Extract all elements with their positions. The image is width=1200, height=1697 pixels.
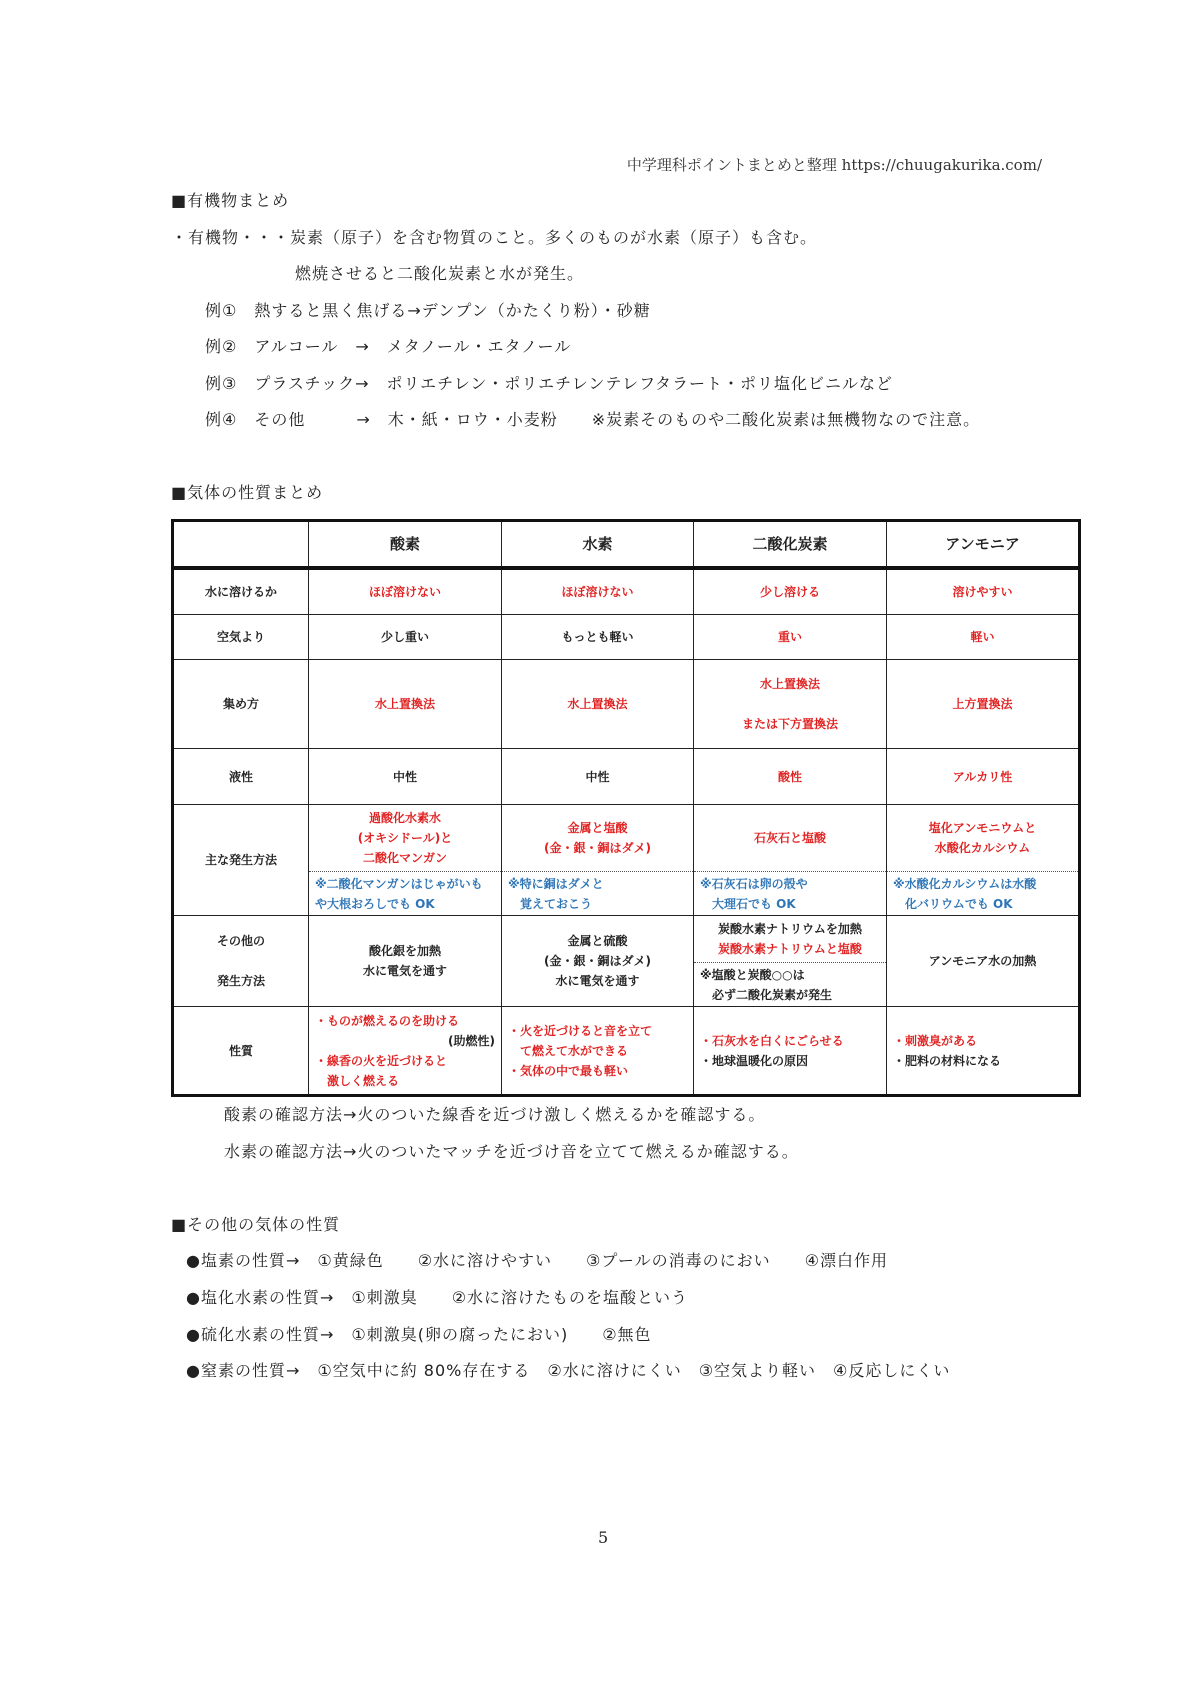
cell: ほぼ溶けない (309, 568, 502, 615)
cell-line: ・ものが燃えるのを助ける (315, 1013, 460, 1028)
example-1: 例① 熱すると黒く焦げる→デンプン（かたくり粉）・砂糖 (205, 301, 651, 320)
cell-line: ・地球温暖化の原因 (700, 1053, 809, 1068)
cell: アルカリ性 (887, 749, 1080, 805)
example-2: 例② アルコール → メタノール・エタノール (205, 337, 572, 356)
table-row (173, 916, 1080, 1007)
cell-line: ・火を近づけると音を立て (508, 1023, 653, 1038)
page-header: 中学理科ポイントまとめと整理 https://chuugakurika.com/ (626, 156, 1042, 174)
cell-line: 酸化銀を加熱 (368, 944, 441, 958)
table-row (173, 660, 1080, 749)
table-row (173, 615, 1080, 660)
cell (502, 805, 694, 916)
page-number: 5 (598, 1528, 609, 1547)
note-line: 大理石でも OK (712, 896, 796, 911)
cell: 水上置換法 (309, 660, 502, 749)
organic-definition: ・有機物・・・炭素（原子）を含む物質のこと。多くのものが水素（原子）も含む。 (171, 228, 818, 247)
row-label-line: 発生方法 (216, 974, 265, 988)
cell: 重い (694, 615, 887, 660)
cell-line: ・肥料の材料になる (893, 1053, 1002, 1068)
row-label: 空気より (173, 615, 309, 660)
table-row (173, 749, 1080, 805)
cell-line: 二酸化マンガン (362, 851, 447, 865)
cell-line: 石灰石と塩酸 (753, 831, 826, 845)
organic-definition-2: 燃焼させると二酸化炭素と水が発生。 (295, 264, 585, 283)
row-label: 水に溶けるか (173, 568, 309, 615)
cell-line: ・気体の中で最も軽い (508, 1063, 629, 1078)
cell-line: 塩化アンモニウムと (928, 821, 1037, 835)
cell-line: 金属と塩酸 (567, 821, 628, 835)
cell-line: 激しく燃える (327, 1073, 400, 1088)
cell (502, 916, 694, 1007)
cell-line: 水に電気を通す (555, 974, 640, 988)
cell (309, 805, 502, 916)
cell-line: (金・銀・銅はダメ) (544, 841, 651, 855)
note-line: ※二酸化マンガンはじゃがいも (315, 876, 483, 891)
column-header: アンモニア (887, 521, 1080, 568)
cell-line: 水に電気を通す (362, 964, 447, 978)
row-label: 主な発生方法 (173, 805, 309, 916)
note-line: ※水酸化カルシウムは水酸 (893, 876, 1037, 891)
cell: 水上置換法 (502, 660, 694, 749)
column-header: 水素 (502, 521, 694, 568)
cell (887, 1007, 1080, 1096)
cell-line: 水酸化カルシウム (934, 841, 1031, 855)
cell-line: ・刺激臭がある (893, 1033, 978, 1048)
hydrogen-chloride-properties: ●塩化水素の性質→ ①刺激臭 ②水に溶けたものを塩酸という (186, 1288, 689, 1307)
cell (694, 805, 887, 916)
section-heading-other-gases: ■その他の気体の性質 (171, 1215, 341, 1234)
corner-cell (173, 521, 309, 568)
table-row (173, 805, 1080, 916)
cell-line: または下方置換法 (741, 717, 838, 731)
example-4: 例④ その他 → 木・紙・ロウ・小麦粉 ※炭素そのものや二酸化炭素は無機物なので注意。 (205, 410, 981, 429)
row-label (173, 916, 309, 1007)
note-line: ※特に銅はダメと (508, 876, 604, 891)
cell: 中性 (502, 749, 694, 805)
note-line: 化バリウムでも OK (905, 896, 1013, 911)
cell-line: (金・銀・銅はダメ) (544, 954, 651, 968)
cell (887, 805, 1080, 916)
cell (694, 660, 887, 749)
row-label: 液性 (173, 749, 309, 805)
chlorine-properties: ●塩素の性質→ ①黄緑色 ②水に溶けやすい ③プールの消毒のにおい ④漂白作用 (186, 1251, 888, 1270)
hydrogen-sulfide-properties: ●硫化水素の性質→ ①刺激臭(卵の腐ったにおい) ②無色 (186, 1325, 652, 1344)
cell-line: 金属と硫酸 (567, 934, 628, 948)
table-row (173, 568, 1080, 615)
gas-properties-table (171, 519, 1081, 1097)
cell-line: 過酸化水素水 (368, 811, 441, 825)
cell: 上方置換法 (887, 660, 1080, 749)
row-label-line: その他の (216, 934, 265, 948)
table-header-row (173, 521, 1080, 568)
section-heading-organic: ■有機物まとめ (171, 191, 290, 210)
table-row (173, 1007, 1080, 1096)
cell (309, 916, 502, 1007)
column-header: 酸素 (309, 521, 502, 568)
row-label: 集め方 (173, 660, 309, 749)
cell: もっとも軽い (502, 615, 694, 660)
column-header: 二酸化炭素 (694, 521, 887, 568)
note-line: ※塩酸と炭酸○○は (700, 967, 805, 982)
cell: 軽い (887, 615, 1080, 660)
cell (694, 916, 887, 1007)
row-label: 性質 (173, 1007, 309, 1096)
nitrogen-properties: ●窒素の性質→ ①空気中に約 80%存在する ②水に溶けにくい ③空気より軽い ④反応しにくい (186, 1361, 951, 1380)
cell-line: 炭酸水素ナトリウムと塩酸 (718, 942, 862, 956)
note-line: や大根おろしでも OK (315, 896, 435, 911)
cell: 少し溶ける (694, 568, 887, 615)
cell: ほぼ溶けない (502, 568, 694, 615)
oxygen-confirmation: 酸素の確認方法→火のついた線香を近づけ激しく燃えるかを確認する。 (224, 1105, 766, 1124)
cell (502, 1007, 694, 1096)
section-heading-gas: ■気体の性質まとめ (171, 483, 324, 502)
cell: 中性 (309, 749, 502, 805)
cell: 溶けやすい (887, 568, 1080, 615)
cell-line: 炭酸水素ナトリウムを加熱 (718, 922, 862, 936)
cell (309, 1007, 502, 1096)
cell-line: ・線香の火を近づけると (315, 1053, 448, 1068)
cell-line: (助燃性) (448, 1033, 495, 1048)
hydrogen-confirmation: 水素の確認方法→火のついたマッチを近づけ音を立てて燃えるか確認する。 (224, 1142, 799, 1161)
note-line: 覚えておこう (520, 896, 593, 911)
note-line: 必ず二酸化炭素が発生 (712, 987, 833, 1002)
cell-line: ・石灰水を白くにごらせる (700, 1033, 844, 1048)
cell (694, 1007, 887, 1096)
cell-line: 水上置換法 (759, 677, 820, 691)
note-line: ※石灰石は卵の殻や (700, 876, 808, 891)
example-3: 例③ プラスチック→ ポリエチレン・ポリエチレンテレフタラート・ポリ塩化ビニルなど (205, 374, 893, 393)
cell-line: (オキシドール)と (357, 831, 453, 845)
cell-line: て燃えて水ができる (520, 1043, 629, 1058)
cell: 少し重い (309, 615, 502, 660)
cell: アンモニア水の加熱 (887, 916, 1080, 1007)
cell: 酸性 (694, 749, 887, 805)
